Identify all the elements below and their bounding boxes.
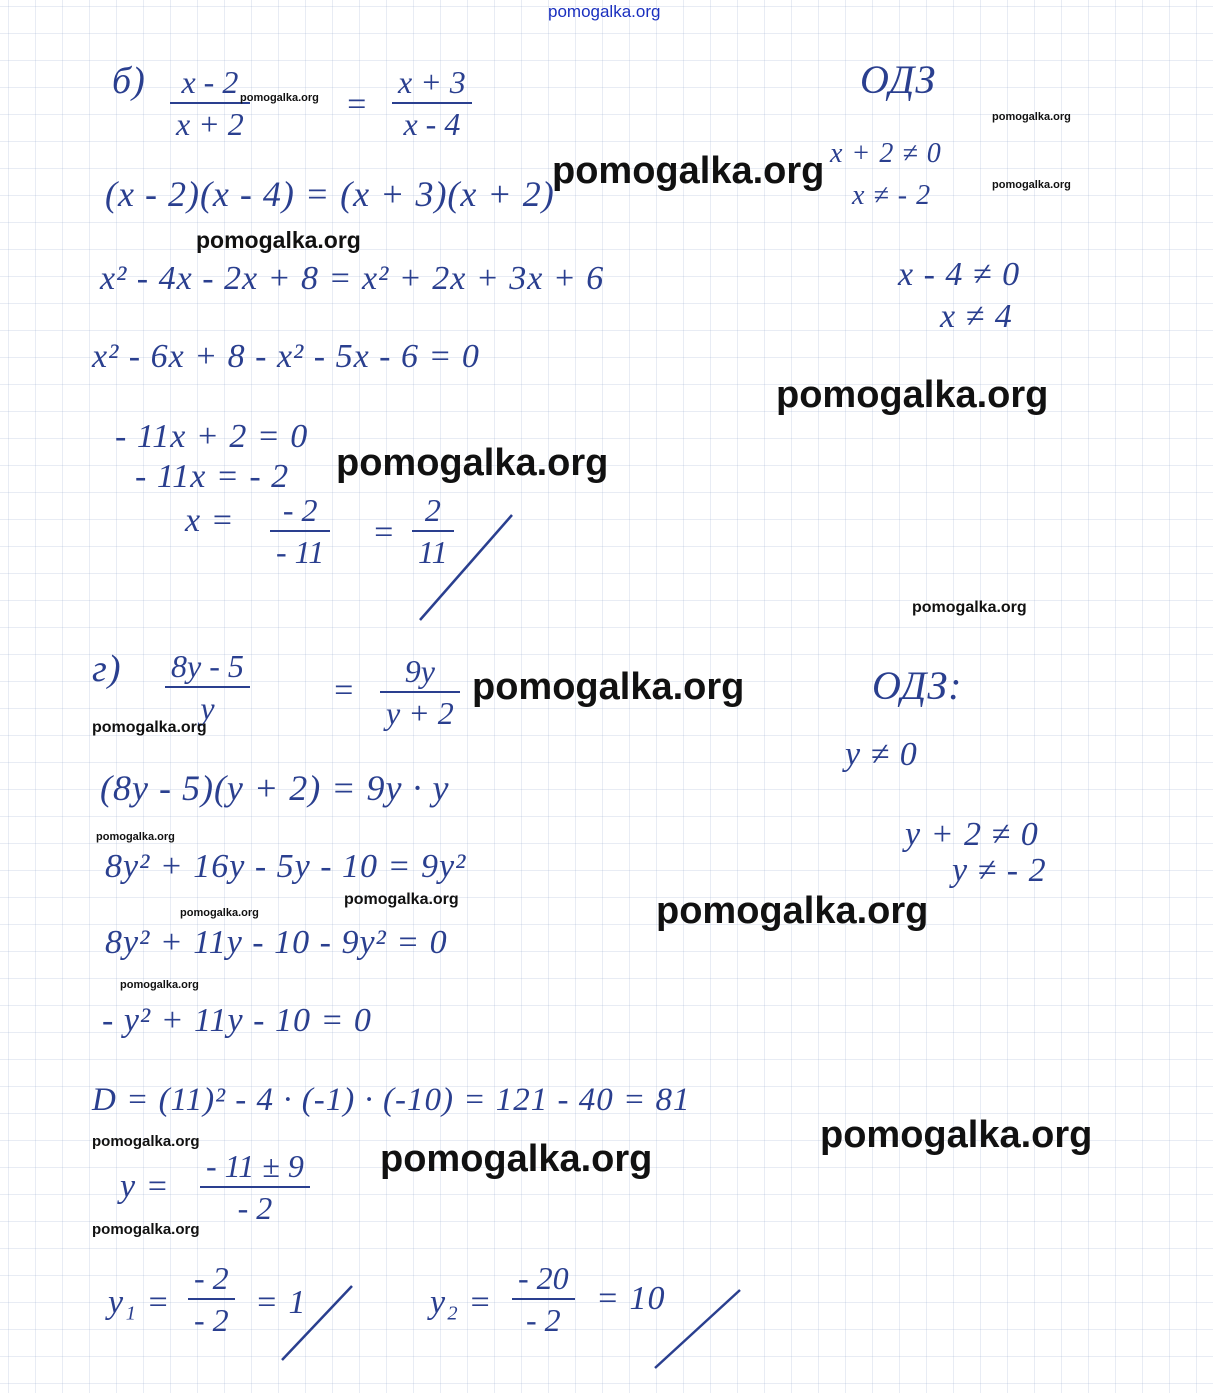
part-v-line2: x² - 4x - 2x + 8 = x² + 2x + 3x + 6 — [100, 260, 605, 297]
fraction-denominator: - 11 — [276, 534, 325, 570]
watermark-tiny: pomogalka.org — [180, 907, 259, 919]
part-g-y-label: y = — [120, 1168, 170, 1205]
watermark-big: pomogalka.org — [552, 150, 825, 192]
part-g-odz-2: y + 2 ≠ 0 — [905, 816, 1039, 853]
fraction-denominator: x - 4 — [403, 106, 461, 142]
part-g-label: г) — [92, 648, 122, 690]
part-v-line3: x² - 6x + 8 - x² - 5x - 6 = 0 — [92, 338, 480, 375]
part-v-odz-4: x ≠ 4 — [940, 298, 1013, 335]
part-g-equal-sign: = — [332, 672, 356, 709]
watermark-small: pomogalka.org — [92, 1133, 200, 1150]
part-g-odz-title: ОДЗ: — [872, 663, 963, 708]
part-v-line1: (x - 2)(x - 4) = (x + 3)(x + 2) — [105, 174, 555, 214]
fraction-denominator: - 2 — [194, 1302, 229, 1338]
watermark-tiny: pomogalka.org — [240, 92, 319, 104]
watermark-tiny: pomogalka.org — [96, 831, 175, 843]
part-v-odz-3: x - 4 ≠ 0 — [898, 256, 1021, 293]
part-g-y1-label: y₁ = — [108, 1284, 171, 1321]
watermark-big: pomogalka.org — [336, 442, 609, 484]
fraction-numerator: - 11 ± 9 — [200, 1150, 310, 1188]
watermark-big: pomogalka.org — [820, 1114, 1093, 1156]
watermark-big: pomogalka.org — [380, 1138, 653, 1180]
part-g-line1: (8y - 5)(y + 2) = 9y · y — [100, 768, 450, 808]
part-v-odz-title: ОДЗ — [860, 57, 937, 102]
part-v-line5: - 11x = - 2 — [135, 458, 290, 495]
part-g-line4: - y² + 11y - 10 = 0 — [102, 1002, 372, 1039]
watermark-tiny: pomogalka.org — [992, 111, 1071, 123]
watermark-big: pomogalka.org — [472, 666, 745, 708]
part-v-line4: - 11x + 2 = 0 — [115, 418, 309, 455]
part-g-fraction-right — [380, 655, 460, 729]
watermark-small: pomogalka.org — [912, 599, 1027, 616]
part-g-y2-value: = 10 — [596, 1280, 666, 1317]
part-v-equal-sign: = — [345, 86, 369, 123]
watermark-big: pomogalka.org — [776, 374, 1049, 416]
fraction-denominator: y — [200, 690, 215, 726]
watermark-medium: pomogalka.org — [196, 227, 361, 253]
part-v-fraction-right — [392, 66, 472, 140]
watermark-tiny: pomogalka.org — [120, 979, 199, 991]
fraction-numerator: x - 2 — [170, 66, 250, 104]
part-g-odz-3: y ≠ - 2 — [952, 852, 1047, 889]
fraction-denominator: y + 2 — [386, 695, 454, 731]
part-v-fraction-left — [170, 66, 250, 140]
part-g-line5: D = (11)² - 4 · (-1) · (-10) = 121 - 40 = 81 — [92, 1082, 691, 1118]
part-v-x-label: x = — [185, 502, 235, 539]
part-g-line2: 8y² + 16y - 5y - 10 = 9y² — [105, 848, 467, 885]
fraction-denominator: - 2 — [526, 1302, 561, 1338]
fraction-numerator: - 20 — [512, 1262, 575, 1300]
fraction-numerator: 9y — [380, 655, 460, 693]
watermark-small: pomogalka.org — [344, 891, 459, 908]
check-stroke-y2 — [655, 1290, 740, 1368]
part-g-y2-label: y₂ = — [430, 1284, 493, 1321]
part-v-x-fraction-1 — [270, 494, 330, 568]
part-g-odz-1: y ≠ 0 — [845, 736, 918, 773]
fraction-denominator: x + 2 — [176, 106, 244, 142]
part-v-label: б) — [112, 60, 146, 102]
part-v-x-equal: = — [372, 514, 396, 551]
top-watermark: pomogalka.org — [548, 2, 661, 21]
watermark-small: pomogalka.org — [92, 719, 207, 736]
fraction-numerator: - 2 — [188, 1262, 235, 1300]
part-v-odz-2: x ≠ - 2 — [852, 180, 932, 211]
watermark-big: pomogalka.org — [656, 890, 929, 932]
part-g-y2-fraction — [512, 1262, 575, 1336]
part-v-odz-1: x + 2 ≠ 0 — [830, 138, 942, 169]
part-g-y1-value: = 1 — [255, 1284, 307, 1321]
fraction-numerator: 2 — [412, 494, 454, 532]
part-v-x-fraction-2 — [412, 494, 454, 568]
fraction-numerator: x + 3 — [392, 66, 472, 104]
fraction-numerator: - 2 — [270, 494, 330, 532]
part-g-line3: 8y² + 11y - 10 - 9y² = 0 — [105, 924, 448, 961]
watermark-tiny: pomogalka.org — [992, 179, 1071, 191]
fraction-denominator: 11 — [418, 534, 448, 570]
watermark-small: pomogalka.org — [92, 1221, 200, 1238]
part-g-y-fraction — [200, 1150, 310, 1224]
fraction-numerator: 8y - 5 — [165, 650, 250, 688]
part-g-y1-fraction — [188, 1262, 235, 1336]
fraction-denominator: - 2 — [237, 1190, 273, 1226]
part-g-fraction-left — [165, 650, 250, 724]
